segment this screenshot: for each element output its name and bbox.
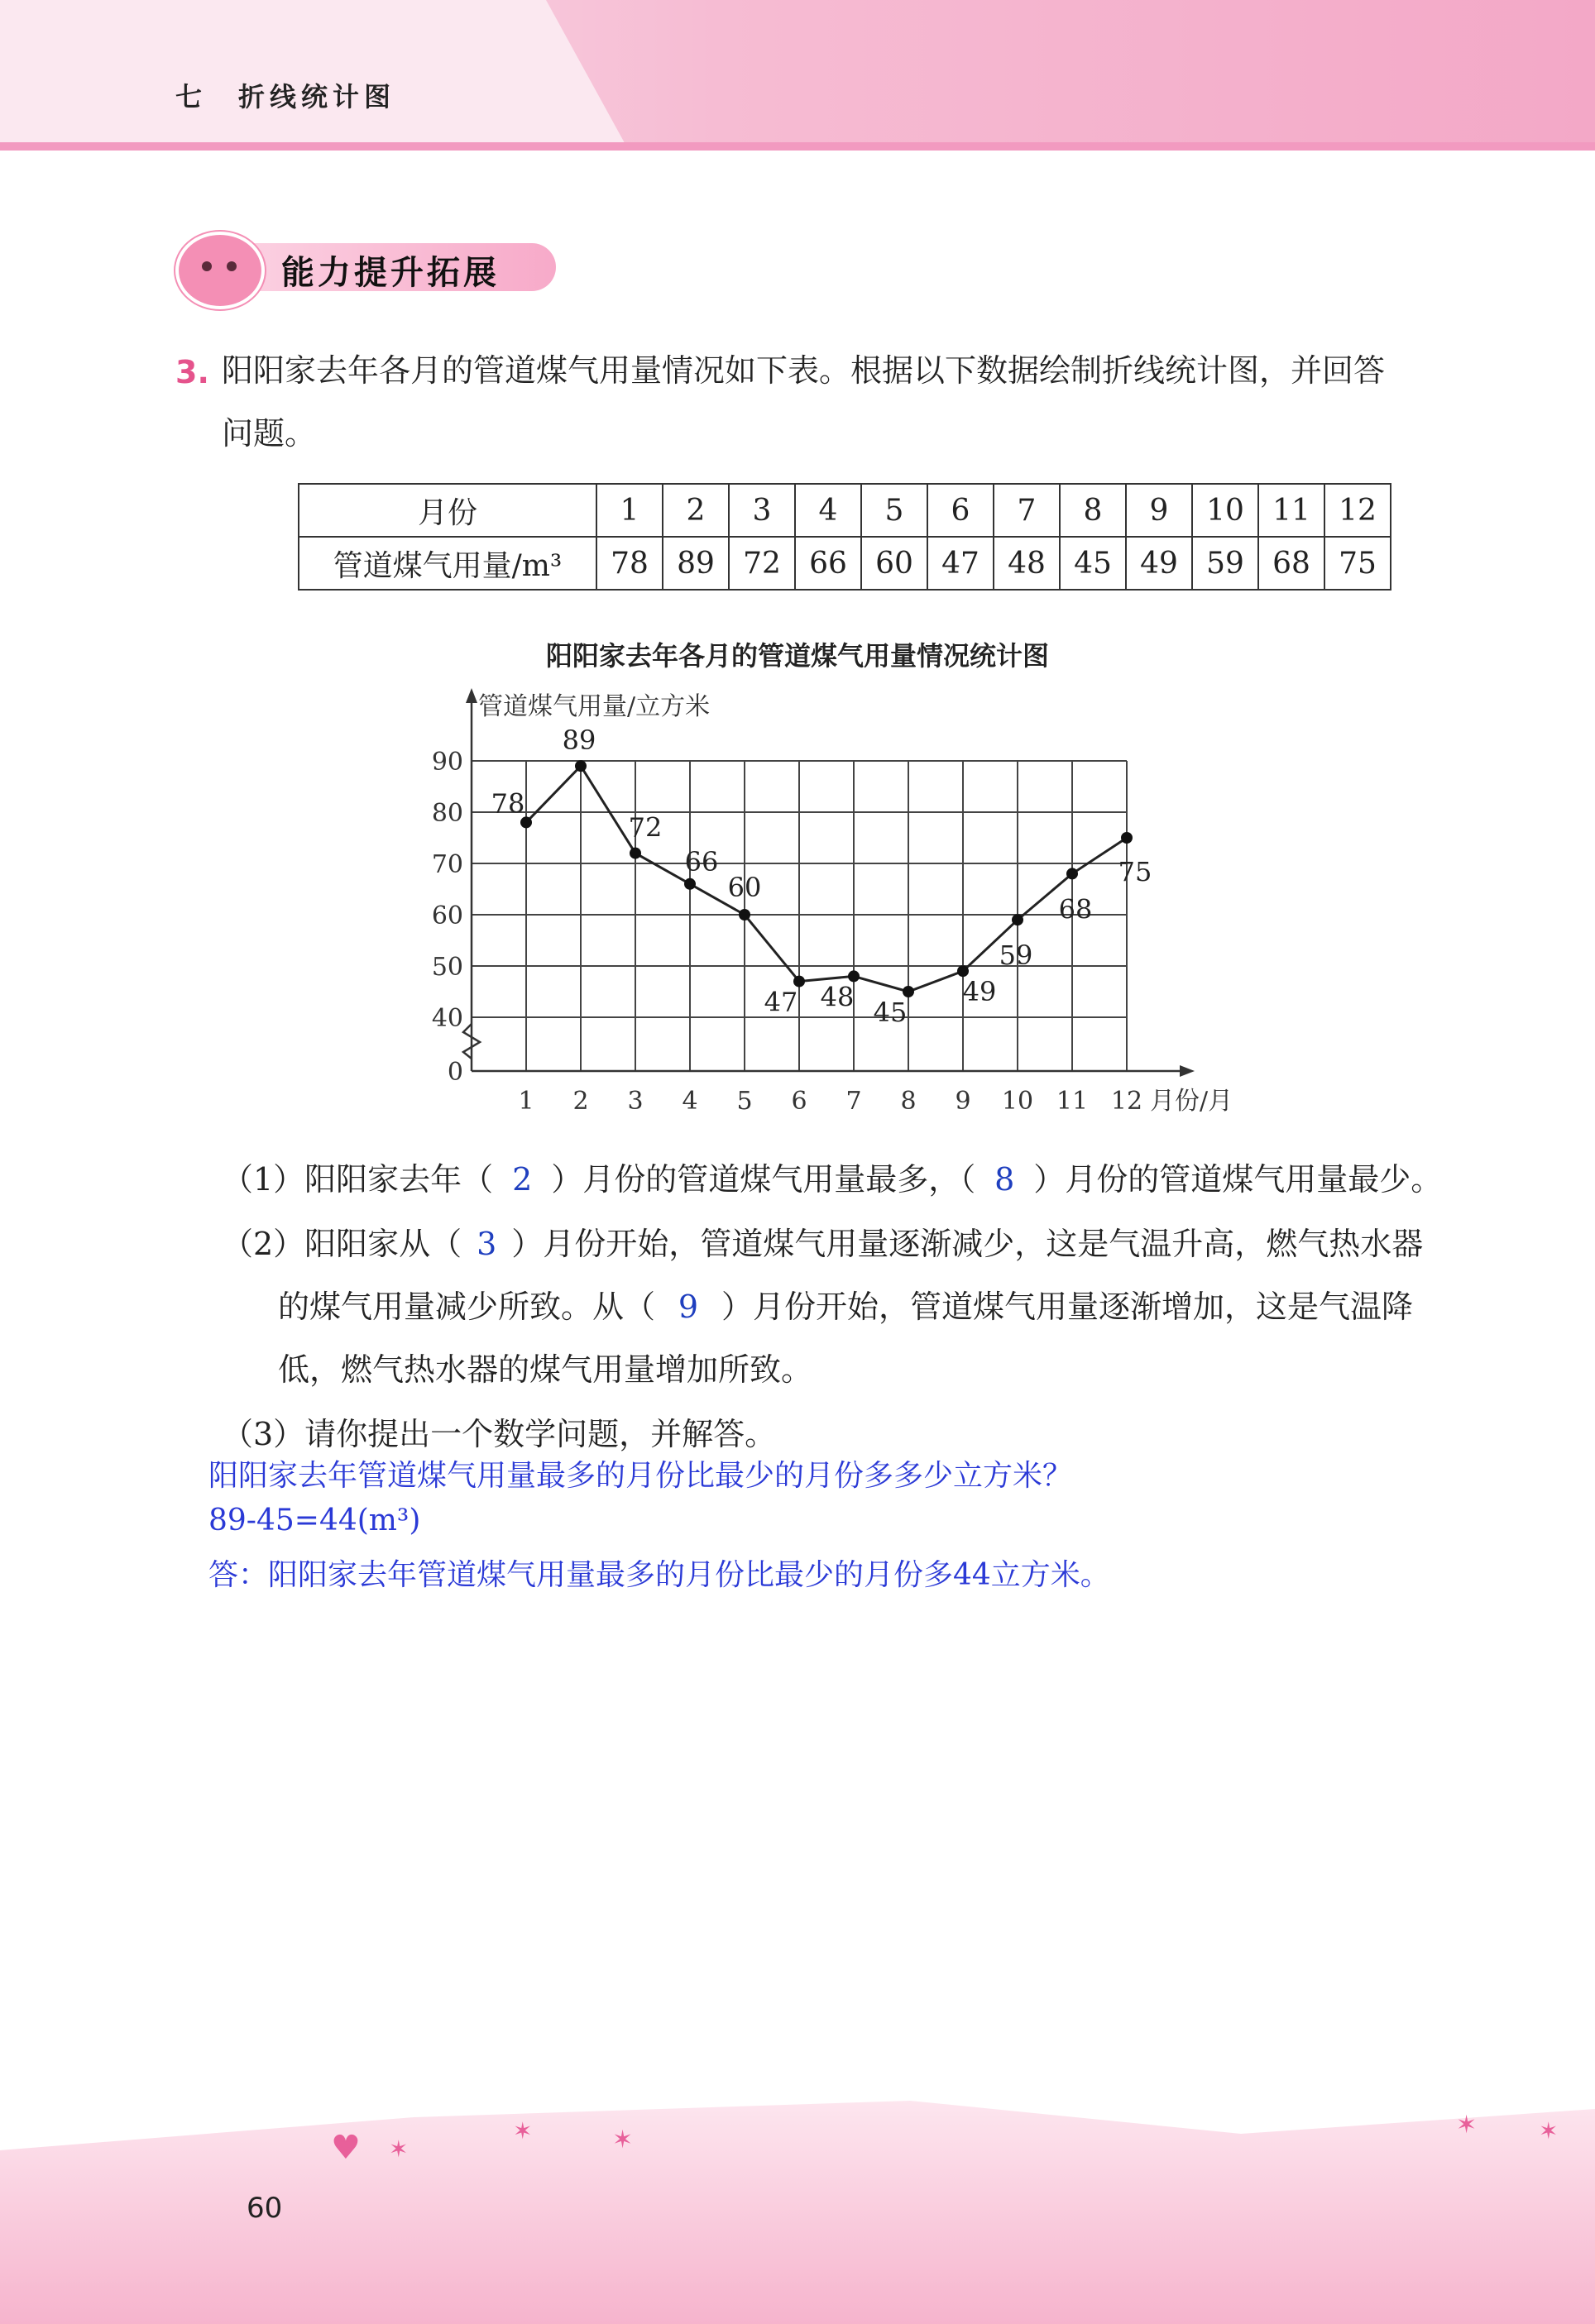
answer-blank-4: 9	[678, 1289, 699, 1325]
chart-title: 阳阳家去年各月的管道煤气用量情况统计图	[545, 640, 1049, 672]
table-cell: 8	[1060, 484, 1126, 537]
data-label: 68	[1058, 893, 1093, 925]
series-line	[526, 766, 1127, 992]
section-badge	[175, 232, 548, 292]
y-tick-label: 50	[431, 953, 463, 982]
table-cell: 49	[1126, 537, 1192, 590]
y-tick-label: 60	[431, 901, 463, 930]
data-point	[903, 986, 914, 997]
sub2-text-c: 的煤气用量减少所致。从（	[278, 1289, 656, 1325]
table-cell: 78	[596, 537, 663, 590]
question-number: 3.	[175, 354, 209, 390]
sub1-text-c: ）月份的管道煤气用量最少。	[1033, 1161, 1443, 1198]
x-tick-label: 3	[627, 1087, 644, 1116]
data-label: 45	[873, 997, 908, 1028]
sub2-text-b: ）月份开始，管道煤气用量逐渐减少，这是气温升高，燃气热水器	[511, 1226, 1424, 1262]
x-axis-label: 月份/月	[1150, 1087, 1233, 1116]
answer-question: 阳阳家去年管道煤气用量最多的月份比最少的月份多多少立方米？	[208, 1459, 1073, 1493]
chapter-title: 七 折线统计图	[175, 81, 396, 112]
data-point	[793, 976, 805, 987]
subquestion-2-line3: 低，燃气热水器的煤气用量增加所致。	[278, 1351, 813, 1388]
data-label: 78	[491, 787, 525, 820]
table-cell: 59	[1192, 537, 1258, 590]
table-cell: 45	[1060, 537, 1126, 590]
table-cell: 48	[994, 537, 1060, 590]
answer-blank-3: 3	[477, 1226, 497, 1262]
table-cell: 12	[1324, 484, 1391, 537]
header-tab	[0, 0, 629, 151]
table-cell: 68	[1258, 537, 1324, 590]
x-tick-label: 11	[1056, 1087, 1089, 1116]
x-tick-label: 4	[682, 1087, 698, 1116]
footer-band	[0, 2101, 1595, 2324]
heart-icon: ♥	[331, 2129, 361, 2167]
question-text-line2: 问题。	[222, 415, 317, 452]
sub1-text-b: ）月份的管道煤气用量最多，（	[551, 1161, 976, 1198]
x-tick-label: 2	[572, 1087, 589, 1116]
data-label: 75	[1118, 856, 1152, 887]
x-tick-label: 8	[900, 1087, 917, 1116]
table-row	[299, 537, 1391, 590]
x-axis-arrow-icon	[1180, 1065, 1195, 1077]
x-tick-label: 6	[791, 1087, 807, 1116]
subquestion-2-line1	[222, 1212, 1423, 1275]
x-tick-label: 7	[845, 1087, 862, 1116]
x-tick-label: 12	[1110, 1087, 1143, 1116]
table-cell: 9	[1126, 484, 1192, 537]
question-text-line1: 阳阳家去年各月的管道煤气用量情况如下表。根据以下数据绘制折线统计图，并回答	[222, 352, 1386, 389]
table-cell: 10	[1192, 484, 1258, 537]
star-icon: ✶	[1539, 2117, 1559, 2145]
sub1-text-a: （1）阳阳家去年（	[222, 1161, 494, 1198]
data-label: 60	[727, 872, 762, 903]
table-cell: 2	[663, 484, 729, 537]
data-point	[684, 878, 696, 890]
y-tick-label: 80	[431, 799, 463, 828]
table-cell: 7	[994, 484, 1060, 537]
table-cell: 66	[795, 537, 861, 590]
data-point	[575, 760, 587, 772]
answer-reply: 答：阳阳家去年管道煤气用量最多的月份比最少的月份多44立方米。	[208, 1558, 1110, 1592]
x-tick-label: 9	[955, 1087, 971, 1116]
table-cell: 11	[1258, 484, 1324, 537]
table-cell: 72	[729, 537, 795, 590]
badge-title: 能力提升拓展	[281, 254, 500, 292]
data-point	[1012, 914, 1023, 925]
subquestion-1	[222, 1148, 1442, 1211]
table-row	[299, 484, 1391, 537]
data-point	[957, 965, 969, 977]
table-header-month: 月份	[299, 484, 596, 537]
y-axis-label: 管道煤气用量/立方米	[478, 692, 711, 721]
data-label: 47	[764, 986, 798, 1018]
data-label: 48	[820, 981, 855, 1013]
table-cell: 89	[663, 537, 729, 590]
data-table	[298, 483, 1391, 591]
data-point	[1066, 868, 1078, 879]
table-cell: 47	[927, 537, 994, 590]
x-tick-label: 1	[518, 1087, 534, 1116]
sub2-text-d: ）月份开始，管道煤气用量逐渐增加，这是气温降	[721, 1289, 1414, 1325]
subquestion-2-line2	[278, 1275, 1413, 1338]
data-label: 66	[684, 845, 719, 877]
header-divider	[0, 142, 1595, 151]
x-tick-label: 5	[736, 1087, 753, 1116]
table-header-usage: 管道煤气用量/m³	[299, 537, 596, 590]
answer-blank-2: 8	[994, 1161, 1015, 1198]
table-cell: 60	[861, 537, 927, 590]
y-tick-label: 0	[447, 1058, 463, 1087]
data-point	[848, 970, 860, 982]
y-tick-label: 70	[431, 850, 463, 879]
data-point	[1121, 832, 1133, 844]
deer-mascot-icon	[175, 232, 265, 309]
subquestion-3: （3）请你提出一个数学问题，并解答。	[222, 1416, 777, 1452]
star-icon: ✶	[1456, 2111, 1478, 2140]
star-icon: ✶	[389, 2135, 409, 2163]
y-tick-label: 90	[431, 748, 463, 777]
table-cell: 5	[861, 484, 927, 537]
table-cell: 4	[795, 484, 861, 537]
table-cell: 75	[1324, 537, 1391, 590]
data-label: 89	[562, 724, 596, 757]
answer-calculation: 89-45=44(m³)	[208, 1504, 421, 1537]
table-cell: 3	[729, 484, 795, 537]
table-cell: 1	[596, 484, 663, 537]
y-axis-arrow-icon	[466, 688, 477, 703]
line-chart	[422, 678, 1249, 1141]
star-icon: ✶	[513, 2117, 533, 2145]
table-cell: 6	[927, 484, 994, 537]
y-tick-label: 40	[431, 1004, 463, 1033]
sub2-text-a: （2）阳阳家从（	[222, 1226, 462, 1262]
star-icon: ✶	[612, 2126, 634, 2154]
page-number: 60	[247, 2192, 283, 2225]
answer-blank-1: 2	[512, 1161, 533, 1198]
data-label: 72	[628, 811, 663, 844]
data-label: 49	[962, 976, 997, 1008]
data-label: 59	[999, 940, 1033, 972]
data-point	[630, 848, 641, 859]
data-point	[739, 909, 750, 921]
x-tick-label: 10	[1001, 1087, 1034, 1116]
